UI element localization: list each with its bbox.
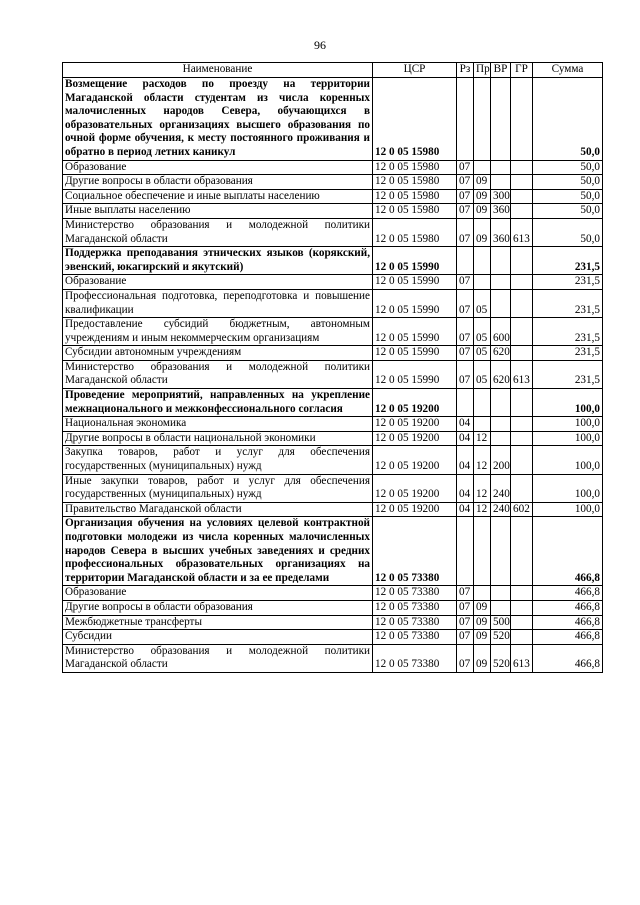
cell-vr: 620	[491, 346, 511, 361]
table-row	[63, 630, 603, 645]
cell-gr	[511, 204, 533, 219]
cell-pr	[474, 417, 491, 432]
cell-pr	[474, 586, 491, 601]
cell-gr	[511, 615, 533, 630]
cell-rz: 07	[457, 189, 474, 204]
cell-csr: 12 0 05 15990	[373, 318, 457, 346]
cell-vr: 620	[491, 360, 511, 388]
table-row	[63, 160, 603, 175]
cell-vr: 240	[491, 474, 511, 502]
cell-vr: 360	[491, 218, 511, 246]
cell-vr: 600	[491, 318, 511, 346]
cell-sum: 50,0	[533, 78, 603, 161]
cell-rz: 04	[457, 417, 474, 432]
cell-name: Иные выплаты населению	[63, 204, 373, 219]
table-row	[63, 600, 603, 615]
cell-pr: 05	[474, 360, 491, 388]
cell-vr	[491, 78, 511, 161]
cell-pr: 12	[474, 446, 491, 474]
cell-vr	[491, 247, 511, 275]
cell-rz: 07	[457, 318, 474, 346]
cell-name: Межбюджетные трансферты	[63, 615, 373, 630]
cell-sum: 100,0	[533, 502, 603, 517]
table-row	[63, 644, 603, 672]
cell-csr: 12 0 05 15980	[373, 160, 457, 175]
cell-sum: 231,5	[533, 360, 603, 388]
cell-pr: 09	[474, 175, 491, 190]
cell-sum: 100,0	[533, 389, 603, 417]
cell-pr: 05	[474, 289, 491, 317]
cell-name: Предоставление субсидий бюджетным, автономным учреждениям и иным некоммерческим организациям	[63, 318, 373, 346]
cell-gr	[511, 160, 533, 175]
cell-rz: 07	[457, 289, 474, 317]
table-row	[63, 417, 603, 432]
cell-name: Поддержка преподавания этнических языков (корякский, эвенский, юкагирский и якутский)	[63, 247, 373, 275]
cell-sum: 231,5	[533, 346, 603, 361]
cell-csr: 12 0 05 15990	[373, 360, 457, 388]
cell-csr: 12 0 05 73380	[373, 615, 457, 630]
cell-vr: 360	[491, 204, 511, 219]
cell-gr	[511, 586, 533, 601]
cell-name: Другие вопросы в области образования	[63, 600, 373, 615]
cell-sum: 466,8	[533, 630, 603, 645]
cell-csr: 12 0 05 15980	[373, 218, 457, 246]
cell-rz: 04	[457, 446, 474, 474]
cell-gr	[511, 346, 533, 361]
cell-csr: 12 0 05 15980	[373, 78, 457, 161]
cell-csr: 12 0 05 19200	[373, 446, 457, 474]
cell-sum: 466,8	[533, 586, 603, 601]
cell-gr	[511, 446, 533, 474]
header-rz: Рз	[457, 63, 474, 78]
cell-csr: 12 0 05 73380	[373, 517, 457, 586]
table-row	[63, 389, 603, 417]
cell-rz: 07	[457, 204, 474, 219]
cell-csr: 12 0 05 15990	[373, 247, 457, 275]
cell-csr: 12 0 05 15980	[373, 204, 457, 219]
table-row	[63, 175, 603, 190]
cell-rz: 07	[457, 360, 474, 388]
cell-pr: 09	[474, 630, 491, 645]
header-name: Наименование	[63, 63, 373, 78]
cell-vr: 520	[491, 630, 511, 645]
cell-csr: 12 0 05 73380	[373, 600, 457, 615]
cell-rz: 07	[457, 586, 474, 601]
cell-csr: 12 0 05 19200	[373, 502, 457, 517]
cell-sum: 231,5	[533, 318, 603, 346]
cell-vr	[491, 431, 511, 446]
cell-rz: 07	[457, 346, 474, 361]
cell-gr	[511, 630, 533, 645]
table-row	[63, 474, 603, 502]
cell-name: Закупка товаров, работ и услуг для обеспечения государственных (муниципальных) нужд	[63, 446, 373, 474]
cell-sum: 466,8	[533, 600, 603, 615]
cell-vr: 200	[491, 446, 511, 474]
cell-csr: 12 0 05 15990	[373, 346, 457, 361]
cell-gr	[511, 318, 533, 346]
cell-rz: 07	[457, 218, 474, 246]
header-csr: ЦСР	[373, 63, 457, 78]
cell-name: Профессиональная подготовка, переподготовка и повышение квалификации	[63, 289, 373, 317]
cell-vr	[491, 586, 511, 601]
cell-sum: 466,8	[533, 644, 603, 672]
cell-gr	[511, 389, 533, 417]
cell-rz	[457, 247, 474, 275]
table-row	[63, 360, 603, 388]
table-row	[63, 275, 603, 290]
cell-sum: 100,0	[533, 446, 603, 474]
cell-csr: 12 0 05 15980	[373, 189, 457, 204]
cell-name: Образование	[63, 586, 373, 601]
cell-pr: 09	[474, 600, 491, 615]
cell-csr: 12 0 05 73380	[373, 630, 457, 645]
cell-vr	[491, 389, 511, 417]
cell-rz: 07	[457, 600, 474, 615]
cell-rz	[457, 78, 474, 161]
cell-sum: 100,0	[533, 474, 603, 502]
cell-gr	[511, 431, 533, 446]
cell-pr: 12	[474, 431, 491, 446]
cell-vr: 520	[491, 644, 511, 672]
cell-vr	[491, 289, 511, 317]
cell-sum: 50,0	[533, 175, 603, 190]
cell-gr: 602	[511, 502, 533, 517]
page-number: 96	[314, 38, 326, 52]
cell-rz	[457, 517, 474, 586]
cell-name: Другие вопросы в области национальной экономики	[63, 431, 373, 446]
cell-rz	[457, 389, 474, 417]
cell-gr	[511, 417, 533, 432]
cell-csr: 12 0 05 73380	[373, 644, 457, 672]
cell-name: Образование	[63, 275, 373, 290]
cell-name: Образование	[63, 160, 373, 175]
cell-name: Иные закупки товаров, работ и услуг для обеспечения государственных (муниципальных) нужд	[63, 474, 373, 502]
header-row	[63, 63, 603, 78]
cell-vr	[491, 517, 511, 586]
cell-name: Возмещение расходов по проезду на территории Магаданской области студентам из числа коренных малочисленных народов Севера, обучающихся в образовательных организациях высшего образования по очной форме обучения, к месту постоянного проживания и обратно в период летних каникул	[63, 78, 373, 161]
cell-pr: 09	[474, 204, 491, 219]
cell-gr	[511, 175, 533, 190]
cell-csr: 12 0 05 15990	[373, 289, 457, 317]
table-row	[63, 78, 603, 161]
cell-pr	[474, 247, 491, 275]
cell-sum: 466,8	[533, 615, 603, 630]
cell-name: Министерство образования и молодежной политики Магаданской области	[63, 644, 373, 672]
cell-pr: 05	[474, 318, 491, 346]
cell-gr	[511, 189, 533, 204]
table-row	[63, 289, 603, 317]
header-pr: Пр	[474, 63, 491, 78]
cell-csr: 12 0 05 73380	[373, 586, 457, 601]
cell-name: Министерство образования и молодежной политики Магаданской области	[63, 360, 373, 388]
cell-sum: 231,5	[533, 247, 603, 275]
cell-pr	[474, 389, 491, 417]
cell-pr	[474, 78, 491, 161]
table-row	[63, 189, 603, 204]
cell-pr: 09	[474, 218, 491, 246]
cell-name: Другие вопросы в области образования	[63, 175, 373, 190]
table-row	[63, 318, 603, 346]
cell-name: Проведение мероприятий, направленных на укрепление межнационального и межконфессионального согласия	[63, 389, 373, 417]
cell-rz: 04	[457, 502, 474, 517]
table-row	[63, 431, 603, 446]
cell-gr	[511, 275, 533, 290]
cell-vr	[491, 175, 511, 190]
cell-vr	[491, 600, 511, 615]
table-row	[63, 586, 603, 601]
cell-sum: 50,0	[533, 218, 603, 246]
cell-rz: 07	[457, 175, 474, 190]
cell-pr	[474, 160, 491, 175]
cell-gr	[511, 78, 533, 161]
cell-vr: 240	[491, 502, 511, 517]
cell-sum: 231,5	[533, 289, 603, 317]
table-row	[63, 615, 603, 630]
table-row	[63, 204, 603, 219]
cell-gr: 613	[511, 360, 533, 388]
cell-name: Правительство Магаданской области	[63, 502, 373, 517]
table-row	[63, 218, 603, 246]
budget-table	[62, 62, 603, 673]
cell-gr	[511, 517, 533, 586]
table-row	[63, 346, 603, 361]
cell-name: Субсидии автономным учреждениям	[63, 346, 373, 361]
cell-sum: 50,0	[533, 204, 603, 219]
cell-gr	[511, 474, 533, 502]
cell-csr: 12 0 05 19200	[373, 389, 457, 417]
cell-sum: 100,0	[533, 417, 603, 432]
cell-gr	[511, 289, 533, 317]
cell-rz: 04	[457, 431, 474, 446]
cell-gr	[511, 247, 533, 275]
header-gr: ГР	[511, 63, 533, 78]
cell-csr: 12 0 05 15980	[373, 175, 457, 190]
cell-vr: 300	[491, 189, 511, 204]
cell-vr: 500	[491, 615, 511, 630]
cell-vr	[491, 160, 511, 175]
cell-sum: 231,5	[533, 275, 603, 290]
cell-csr: 12 0 05 19200	[373, 417, 457, 432]
cell-csr: 12 0 05 15990	[373, 275, 457, 290]
cell-name: Национальная экономика	[63, 417, 373, 432]
cell-name: Субсидии	[63, 630, 373, 645]
cell-rz: 07	[457, 630, 474, 645]
cell-pr: 05	[474, 346, 491, 361]
cell-pr	[474, 517, 491, 586]
cell-rz: 07	[457, 160, 474, 175]
cell-pr: 12	[474, 502, 491, 517]
table-row	[63, 517, 603, 586]
cell-rz: 04	[457, 474, 474, 502]
cell-pr: 09	[474, 644, 491, 672]
cell-pr: 09	[474, 615, 491, 630]
cell-vr	[491, 275, 511, 290]
cell-pr: 12	[474, 474, 491, 502]
table-row	[63, 502, 603, 517]
cell-name: Социальное обеспечение и иные выплаты населению	[63, 189, 373, 204]
cell-rz: 07	[457, 644, 474, 672]
header-sum: Сумма	[533, 63, 603, 78]
table-row	[63, 247, 603, 275]
cell-csr: 12 0 05 19200	[373, 474, 457, 502]
cell-sum: 50,0	[533, 189, 603, 204]
cell-vr	[491, 417, 511, 432]
cell-gr	[511, 600, 533, 615]
header-vr: ВР	[491, 63, 511, 78]
table-row	[63, 446, 603, 474]
cell-pr	[474, 275, 491, 290]
cell-name: Организация обучения на условиях целевой контрактной подготовки молодежи из числа коренных малочисленных народов Севера в высших учебных заведениях и средних профессиональных образовательных организациях на территории Магаданской области и за ее пределами	[63, 517, 373, 586]
cell-name: Министерство образования и молодежной политики Магаданской области	[63, 218, 373, 246]
cell-sum: 50,0	[533, 160, 603, 175]
cell-csr: 12 0 05 19200	[373, 431, 457, 446]
cell-rz: 07	[457, 275, 474, 290]
cell-rz: 07	[457, 615, 474, 630]
cell-pr: 09	[474, 189, 491, 204]
cell-gr: 613	[511, 218, 533, 246]
cell-gr: 613	[511, 644, 533, 672]
cell-sum: 466,8	[533, 517, 603, 586]
cell-sum: 100,0	[533, 431, 603, 446]
